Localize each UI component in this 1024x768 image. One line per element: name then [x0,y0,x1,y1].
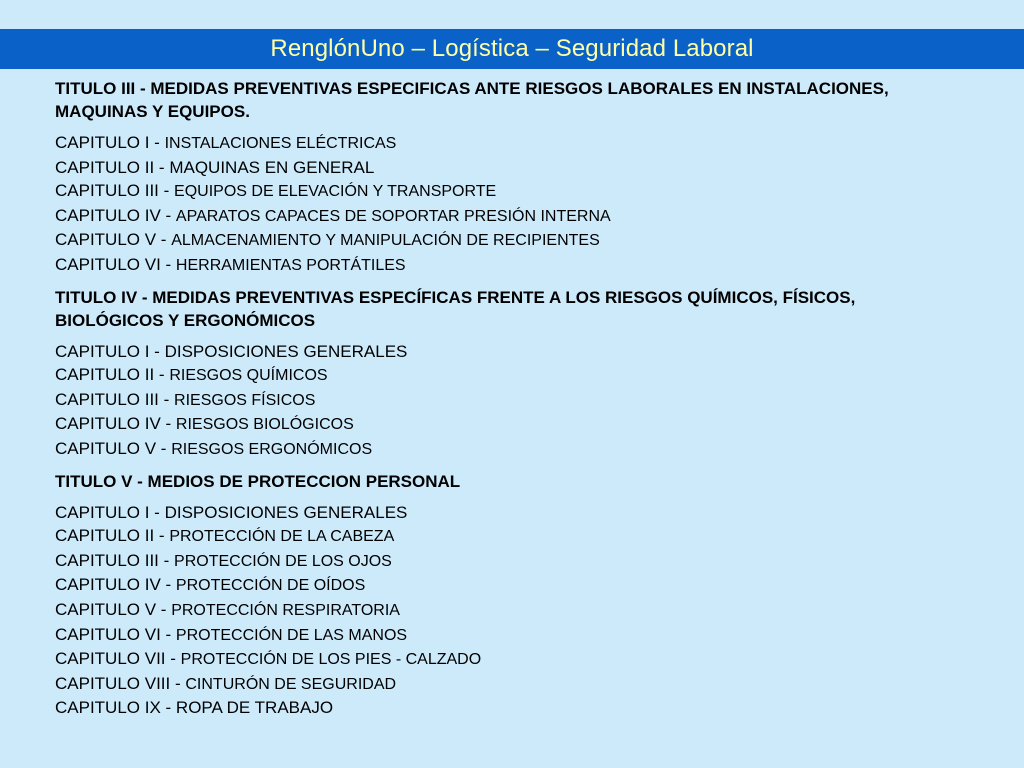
chapter-label: CAPITULO VII - [55,649,176,669]
list-item [55,179,955,204]
chapter-label: CAPITULO VI - [55,624,172,644]
list-item [55,437,955,462]
list-item [55,340,955,364]
section-titulo-iv [55,286,955,462]
section-heading: TITULO IV - MEDIDAS PREVENTIVAS ESPECÍFICAS FRENTE A LOS RIESGOS QUÍMICOS, FÍSICOS, BIOLÓGICOS Y ERGONÓMICOS [55,287,856,330]
chapter-title: PROTECCIÓN DE LAS MANOS [175,626,408,644]
chapter-title: RIESGOS FÍSICOS [174,391,316,409]
chapter-label: CAPITULO V - [55,438,167,458]
chapter-title: DISPOSICIONES GENERALES [164,502,408,522]
chapter-label: CAPITULO V - [55,230,167,250]
chapter-title: APARATOS CAPACES DE SOPORTAR PRESIÓN INTERNA [175,207,611,225]
chapter-title: RIESGOS BIOLÓGICOS [175,416,354,434]
list-item [55,412,955,437]
slide-title: RenglónUno – Logística – Seguridad Laboral [270,35,754,62]
slide-content [55,77,955,728]
section-titulo-iii [55,77,955,278]
chapter-label: CAPITULO II - [55,365,165,385]
chapter-title: MAQUINAS EN GENERAL [169,157,375,177]
list-item [55,363,955,388]
chapter-label: CAPITULO III - [55,550,170,570]
list-item [55,204,955,229]
chapter-title: ALMACENAMIENTO Y MANIPULACIÓN DE RECIPIENTES [171,232,600,250]
list-item [55,549,955,574]
chapter-title: PROTECCIÓN DE OÍDOS [175,577,366,595]
chapter-label: CAPITULO IV - [55,575,172,595]
list-item [55,131,955,156]
list-item [55,228,955,253]
chapter-list [55,340,955,462]
title-bar [0,29,1024,69]
chapter-title: ROPA DE TRABAJO [175,698,334,718]
chapter-label: CAPITULO II - [55,526,165,546]
list-item [55,156,955,180]
list-item [55,647,955,672]
list-item [55,501,955,525]
list-item [55,623,955,648]
chapter-list [55,501,955,720]
chapter-title: RIESGOS ERGONÓMICOS [171,440,373,458]
chapter-title: PROTECCIÓN DE LOS PIES - CALZADO [180,651,482,669]
list-item [55,672,955,697]
chapter-label: CAPITULO I - [55,502,160,522]
chapter-label: CAPITULO IX - [55,698,172,718]
list-item [55,696,955,720]
chapter-label: CAPITULO VIII - [55,673,181,693]
chapter-title: PROTECCIÓN DE LA CABEZA [169,528,395,546]
list-item [55,573,955,598]
chapter-title: EQUIPOS DE ELEVACIÓN Y TRANSPORTE [174,183,497,201]
chapter-title: CINTURÓN DE SEGURIDAD [185,675,397,693]
section-titulo-v [55,470,955,720]
chapter-label: CAPITULO VI - [55,254,172,274]
chapter-title: PROTECCIÓN DE LOS OJOS [174,552,392,570]
chapter-label: CAPITULO I - [55,341,160,361]
section-heading: TITULO V - MEDIOS DE PROTECCION PERSONAL [55,471,461,491]
chapter-title: DISPOSICIONES GENERALES [164,341,408,361]
chapter-title: RIESGOS QUÍMICOS [169,367,328,385]
chapter-title: HERRAMIENTAS PORTÁTILES [175,256,406,274]
chapter-label: CAPITULO III - [55,181,170,201]
chapter-title: INSTALACIONES ELÉCTRICAS [164,135,397,152]
chapter-label: CAPITULO IV - [55,205,172,225]
chapter-label: CAPITULO II - [55,157,165,177]
list-item [55,253,955,278]
chapter-label: CAPITULO I - [55,133,160,152]
list-item [55,524,955,549]
chapter-label: CAPITULO III - [55,389,170,409]
list-item [55,598,955,623]
list-item [55,388,955,413]
chapter-list [55,131,955,278]
chapter-label: CAPITULO V - [55,599,167,619]
chapter-title: PROTECCIÓN RESPIRATORIA [171,601,400,619]
section-heading: TITULO III - MEDIDAS PREVENTIVAS ESPECIFICAS ANTE RIESGOS LABORALES EN INSTALACIONES, MAQUINAS Y EQUIPOS. [55,79,889,121]
chapter-label: CAPITULO IV - [55,414,172,434]
